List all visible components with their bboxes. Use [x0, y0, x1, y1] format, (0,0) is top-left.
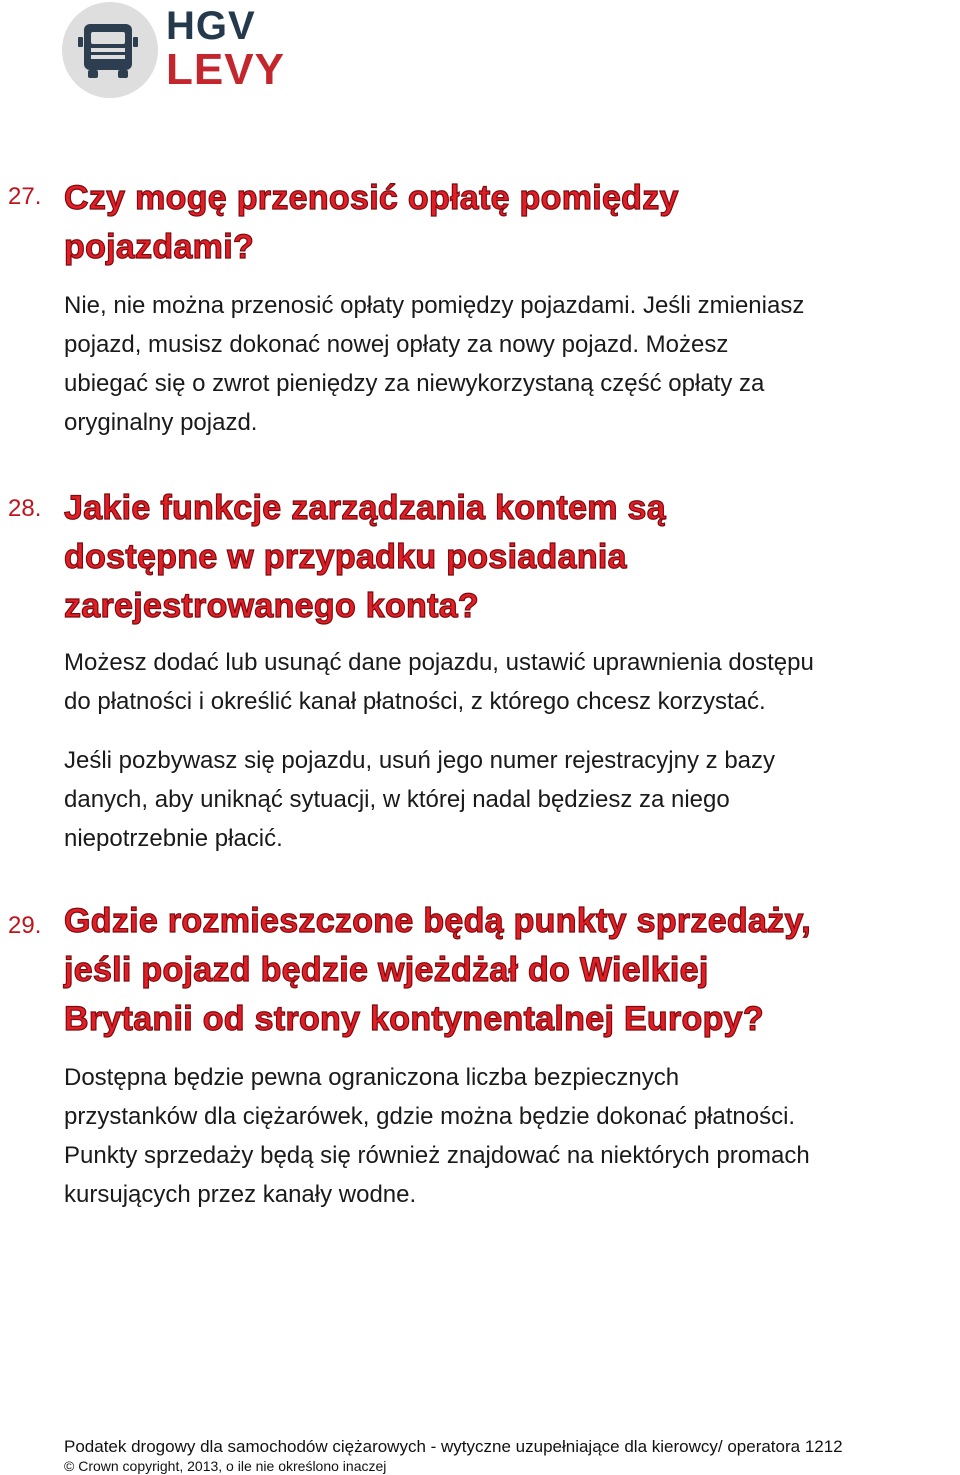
question-title-line: Czy mogę przenosić opłatę pomiędzy: [64, 179, 679, 217]
answer-line: Punkty sprzedaży będą się również znajdować na niektórych promach: [64, 1142, 810, 1169]
answer-line: niepotrzebnie płacić.: [64, 825, 283, 852]
question-title-line: dostępne w przypadku posiadania: [64, 538, 627, 576]
answer-line: pojazd, musisz dokonać nowej opłaty za nowy pojazd. Możesz: [64, 331, 729, 358]
hgv-levy-logo: [62, 2, 292, 98]
logo-line-levy: LEVY: [166, 45, 285, 94]
question-title-line: Brytanii od strony kontynentalnej Europy?: [64, 1000, 764, 1038]
answer-line: oryginalny pojazd.: [64, 409, 258, 436]
answer-line: Możesz dodać lub usunąć dane pojazdu, ustawić uprawnienia dostępu: [64, 649, 814, 676]
footer-title: Podatek drogowy dla samochodów ciężarowych - wytyczne uzupełniające dla kierowcy/ operatora 1212: [64, 1437, 843, 1456]
answer-line: Dostępna będzie pewna ograniczona liczba bezpiecznych: [64, 1064, 680, 1091]
logo-circle: [62, 2, 158, 98]
question-title: [64, 174, 954, 272]
answer-paragraph: [64, 286, 960, 442]
question-title-line: Gdzie rozmieszczone będą punkty sprzedaży,: [64, 902, 811, 940]
answer-line: do płatności i określić kanał płatności, z którego chcesz korzystać.: [64, 688, 766, 715]
question-title-line: pojazdami?: [64, 228, 255, 266]
answer-paragraph: [64, 741, 960, 858]
answer-paragraph: [64, 1058, 960, 1214]
question-number: 27.: [8, 183, 42, 210]
question-title-line: Jakie funkcje zarządzania kontem są: [64, 489, 666, 527]
truck-icon: [62, 2, 158, 98]
answer-line: Nie, nie można przenosić opłaty pomiędzy pojazdami. Jeśli zmieniasz: [64, 292, 805, 319]
answer-line: ubiegać się o zwrot pieniędzy za niewykorzystaną część opłaty za: [64, 370, 765, 397]
question-title: [64, 484, 954, 631]
answer-line: Jeśli pozbywasz się pojazdu, usuń jego numer rejestracyjny z bazy: [64, 747, 776, 774]
question-number: 29.: [8, 912, 42, 939]
answer-line: danych, aby uniknąć sytuacji, w której nadal będziesz za niego: [64, 786, 730, 813]
answer-line: przystanków dla ciężarówek, gdzie można będzie dokonać płatności.: [64, 1103, 796, 1130]
question-number: 28.: [8, 495, 42, 522]
logo-line-hgv: HGV: [166, 4, 256, 48]
question-title-line: zarejestrowanego konta?: [64, 587, 479, 625]
logo-wordmark: [166, 6, 285, 92]
question-title-line: jeśli pojazd będzie wjeżdżał do Wielkiej: [64, 951, 709, 989]
question-title: [64, 897, 954, 1044]
answer-line: kursujących przez kanały wodne.: [64, 1181, 417, 1208]
footer-copyright: © Crown copyright, 2013, o ile nie określono inaczej: [64, 1458, 387, 1474]
answer-paragraph: [64, 643, 960, 721]
